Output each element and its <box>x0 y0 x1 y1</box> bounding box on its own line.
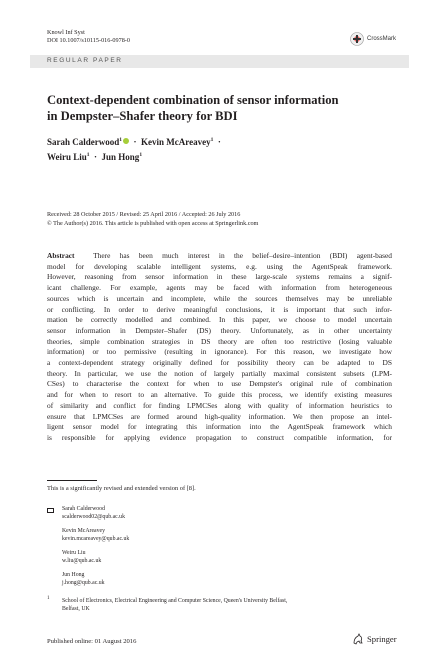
journal-name: Knowl Inf Syst <box>47 29 85 36</box>
springer-wordmark: Springer <box>367 634 397 644</box>
affiliation-line: Belfast, UK <box>62 606 90 612</box>
published-date: Published online: 01 August 2016 <box>47 638 137 645</box>
contact-email[interactable]: w.liu@qub.ac.uk <box>62 558 102 564</box>
abstract-line: icant challenge. For example, agents may be faced with information from heterogeneous <box>47 283 392 293</box>
section-label: REGULAR PAPER <box>47 57 123 64</box>
affiliation-text <box>62 597 392 613</box>
author-name[interactable]: Kevin McAreavey <box>141 137 211 147</box>
crossmark-label: CrossMark <box>367 36 397 42</box>
contact-entry <box>62 527 129 543</box>
abstract-line: sensor information in Dempster–Shafer (DS) theory. Unfortunately, as in other uncertainty <box>47 325 392 335</box>
abstract-text: There has been much interest in the belief–desire–intention (BDI) agent-based <box>93 251 392 260</box>
crossmark-badge[interactable] <box>350 32 396 46</box>
footnote-divider <box>47 480 97 481</box>
author-affil-mark: 1 <box>119 137 123 143</box>
doi: DOI 10.1007/s10115-016-0978-0 <box>47 37 130 44</box>
contact-entry <box>62 505 125 521</box>
abstract-line: theories, simple combination strategies in DS theory are often too restrictive (losing valuable <box>47 336 392 346</box>
author-list <box>47 134 387 164</box>
springer-logo[interactable] <box>352 633 397 645</box>
title-line: Context-dependent combination of sensor information <box>47 93 339 107</box>
author-affil-mark: 1 <box>86 152 90 158</box>
title-line: in Dempster–Shafer theory for BDI <box>47 109 238 123</box>
contact-name: Jun Hong <box>62 572 85 578</box>
author-affil-mark: 1 <box>139 152 143 158</box>
contact-entry <box>62 549 101 565</box>
author-name[interactable]: Jun Hong <box>101 152 140 162</box>
orcid-icon[interactable] <box>123 138 129 144</box>
abstract-line: of similarity and conflict for finding LPMCSes along with quality of information heuristics to <box>47 400 392 410</box>
abstract-line: information) or too permissive (resulting in ignorance). For this reason, we investigate how <box>47 347 392 357</box>
affiliation-number: 1 <box>47 596 50 601</box>
abstract-line: is responsible for applying evidence propagation to construct compatible information, for <box>47 432 392 442</box>
abstract-line: model for developing scalable intelligent systems, e.g. using the AgentSpeak framework. <box>47 261 392 271</box>
abstract-line: However, reasoning from sensor information in these large-scale systems remains a signif- <box>47 272 392 282</box>
contact-name: Sarah Calderwood <box>62 506 105 512</box>
contact-email[interactable]: kevin.mcareavey@qub.ac.uk <box>62 536 130 542</box>
copyright: © The Author(s) 2016. This article is published with open access at Springerlink.com <box>47 219 259 227</box>
abstract-line: a context-dependent strategy originally defined for possibility theory can be adapted to DS <box>47 358 392 368</box>
author-line: Sarah Calderwood$^1$ · Kevin McAreavey$^1$ · <box>47 137 221 147</box>
author-line: Weiru Liu$^1$ · Jun Hong$^1$ <box>47 152 143 162</box>
contact-name: Kevin McAreavey <box>62 528 105 534</box>
contact-name: Weiru Liu <box>62 550 86 556</box>
journal-header <box>47 29 130 45</box>
springer-horse-icon <box>352 633 364 645</box>
affiliation-line: School of Electronics, Electrical Engineering and Computer Science, Queen's University Belfast, <box>62 598 288 604</box>
abstract <box>47 251 392 444</box>
author-affil-mark: 1 <box>210 137 214 143</box>
abstract-line: theory. In particular, we use the notion of largely partially maximal consistent subsets (LPM- <box>47 368 392 378</box>
paper-title <box>47 92 387 124</box>
abstract-line <box>47 251 392 262</box>
abstract-label: Abstract <box>47 251 75 260</box>
abstract-line: sources which is uncertain and incomplete, while the sources themselves may be unreliable <box>47 293 392 303</box>
contact-email[interactable]: scalderwood02@qub.ac.uk <box>62 514 125 520</box>
abstract-line: mation be correctly modelled and combined. In this paper, we choose to model uncertain <box>47 315 392 325</box>
author-name[interactable]: Weiru Liu <box>47 152 87 162</box>
abstract-line: and for when to resort to an alternative. To guide this process, we identify existing measures <box>47 390 392 400</box>
contact-email[interactable]: j.hong@qub.ac.uk <box>62 580 105 586</box>
footnote: This is a significantly revised and extended version of [8]. <box>47 485 196 492</box>
article-dates <box>47 211 392 228</box>
crossmark-icon <box>350 32 364 46</box>
envelope-icon <box>47 508 54 513</box>
abstract-line: CSes) to characterise the context for when to use Dempster's original rule of combination <box>47 379 392 389</box>
abstract-line: or conflicting. In order to derive meaningful conclusions, it is important that such infor- <box>47 304 392 314</box>
author-name[interactable]: Sarah Calderwood <box>47 137 120 147</box>
history-dates: Received: 28 October 2015 / Revised: 25 April 2016 / Accepted: 26 July 2016 <box>47 211 241 218</box>
contact-entry <box>62 571 105 587</box>
abstract-line: ensure that LPMCSes are formed around high-quality information. We then propose an intel- <box>47 411 392 421</box>
abstract-line: ligent sensor model for integrating this information into the AgentSpeak framework which <box>47 422 392 432</box>
